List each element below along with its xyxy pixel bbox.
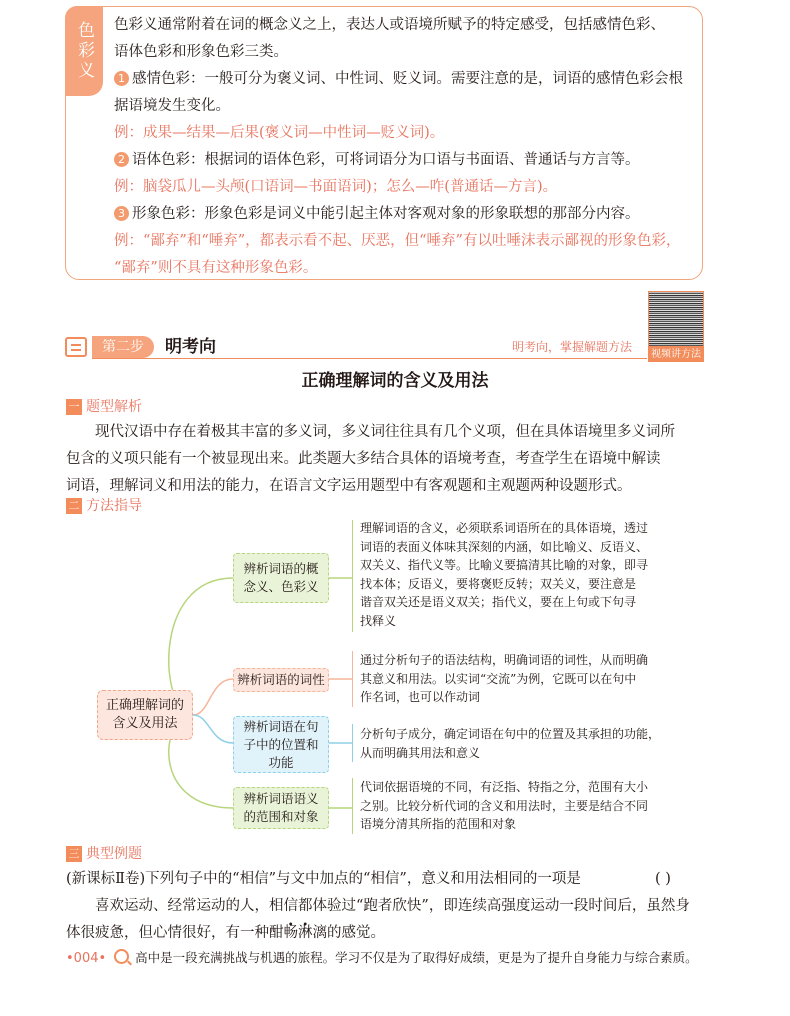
box-intro-line-1: 色彩义通常附着在词的概念义之上，表达人或语境所赋予的特定感受，包括感情色彩、 <box>114 17 665 33</box>
paragraph-line-1: 现代汉语中存在着极其丰富的多义词，多义词往往具有几个义项，但在具体语境里多义词所 <box>95 424 675 440</box>
mindmap-desc-3: 分析句子成分，确定词语在句中的位置及其承担的功能， 从而明确其用法和意义 <box>360 727 661 760</box>
mindmap-bracket-4 <box>352 778 359 834</box>
section-heading-1: 一 题型解析 <box>66 397 142 417</box>
mindmap-bracket-3 <box>352 724 359 762</box>
mindmap-desc-2: 通过分析句子的语法结构，明确词语的词性，从而明确 其意义和用法。以实词“交流”为例，它既可以在句中 作名词，也可以作动词 <box>360 653 649 704</box>
mindmap-node-1: 辨析词语的概 念义、色彩义 <box>233 553 329 603</box>
video-label[interactable]: 视频讲方法 <box>648 347 704 362</box>
box-example-3-cont: “鄙弃”则不具有这种形象色彩。 <box>114 260 318 276</box>
page-number: •004• <box>66 951 107 966</box>
mindmap-node-4: 辨析词语语义 的范围和对象 <box>233 787 329 829</box>
box-point-1-cont: 据语境发生变化。 <box>114 98 230 114</box>
step-badge: 第二步 <box>92 336 154 358</box>
box-point-2: 2 语体色彩：根据词的语体色彩，可将词语分为口语与书面语、普通话与方言等。 <box>114 147 694 174</box>
footer-motto: 高中是一段充满挑战与机遇的旅程。学习不仅是为了取得好成绩，更是为了提升自身能力与综合素质。 <box>135 950 698 965</box>
mindmap-desc-4: 代词依据语境的不同，有泛指、特指之分，范围有大小 之别。比较分析代词的含义和用法时，主要是结合不同 语境分清其所指的范围和对象 <box>360 780 649 831</box>
mindmap-node-3: 辨析词语在句 子中的位置和 功能 <box>233 716 329 773</box>
passage-line-1: 喜欢运动、经常运动的人，相信都体验过“跑者欣快”，即连续高强度运动一段时间后，虽然身 <box>95 898 690 914</box>
box-example-3: 例：“鄙弃”和“唾弃”，都表示看不起、厌恶，但“唾弃”有以吐唾沫表示鄙视的形象色彩， <box>114 233 681 249</box>
page-title: 正确理解词的含义及用法 <box>301 371 489 391</box>
section-heading-2: 二 方法指导 <box>66 496 142 516</box>
box-example-1: 例：成果—结果—后果(褒义词—中性词—贬义词)。 <box>114 125 445 141</box>
box-intro-line-2: 语体色彩和形象色彩三类。 <box>114 44 288 60</box>
mindmap-desc-1: 理解词语的含义，必须联系词语所在的具体语境，透过 词语的表面义体味其深刻的内涵，如比喻义、反语义、 双关义、指代义等。比喻义要搞清其比喻的对象，即寻 找本体；反语义，要将褒贬反转；双关义，要注意是 谐音双关还是语义双关；指代义，要在上句或下句寻 找释义 <box>360 521 649 628</box>
passage-line-2: 体很疲惫，但心情很好，有一种酣畅淋漓的感觉。 <box>66 925 385 941</box>
magnifier-icon <box>114 949 129 964</box>
mindmap-node-2: 辨析词语的词性 <box>233 668 329 692</box>
paragraph-line-2: 包含的义项只能有一个被显现出来。此类题大多结合具体的语境考查，考查学生在语境中解读 <box>66 451 661 467</box>
footer <box>66 949 698 968</box>
mindmap-bracket-2 <box>352 651 359 707</box>
box-example-2: 例：脑袋瓜儿—头颅(口语词—书面语词)；怎么—咋(普通话—方言)。 <box>114 179 558 195</box>
emphasis-char: 信 <box>283 898 298 914</box>
box-point-3: 3 形象色彩：形象色彩是词义中能引起主体对客观对象的形象联想的那部分内容。 <box>114 201 694 228</box>
number-3-icon: 3 <box>114 206 129 221</box>
mindmap-bracket-1 <box>352 520 359 632</box>
question-stem: (新课标Ⅱ卷)下列句子中的“相信”与文中加点的“相信”，意义和用法相同的一项是 <box>66 871 581 887</box>
section-heading-3: 三 典型例题 <box>66 844 142 864</box>
box-point-1: 1 感情色彩：一般可分为褒义词、中性词、贬义词。需要注意的是，词语的感情色彩会根 <box>114 66 694 93</box>
emphasis-char: 相 <box>269 898 284 914</box>
box-tab: 色彩义 <box>65 6 103 96</box>
number-1-icon: 1 <box>114 71 129 86</box>
number-2-icon: 2 <box>114 152 129 167</box>
step-subtitle: 明考向，掌握解题方法 <box>512 340 633 354</box>
mindmap-root: 正确理解词的 含义及用法 <box>97 690 193 740</box>
answer-blank: ( ) <box>655 871 671 887</box>
step-title: 明考向 <box>165 337 216 357</box>
paragraph-line-3: 词语，理解词义和用法的能力，在语言文字运用题型中有客观题和主观题两种设题形式。 <box>66 478 632 494</box>
